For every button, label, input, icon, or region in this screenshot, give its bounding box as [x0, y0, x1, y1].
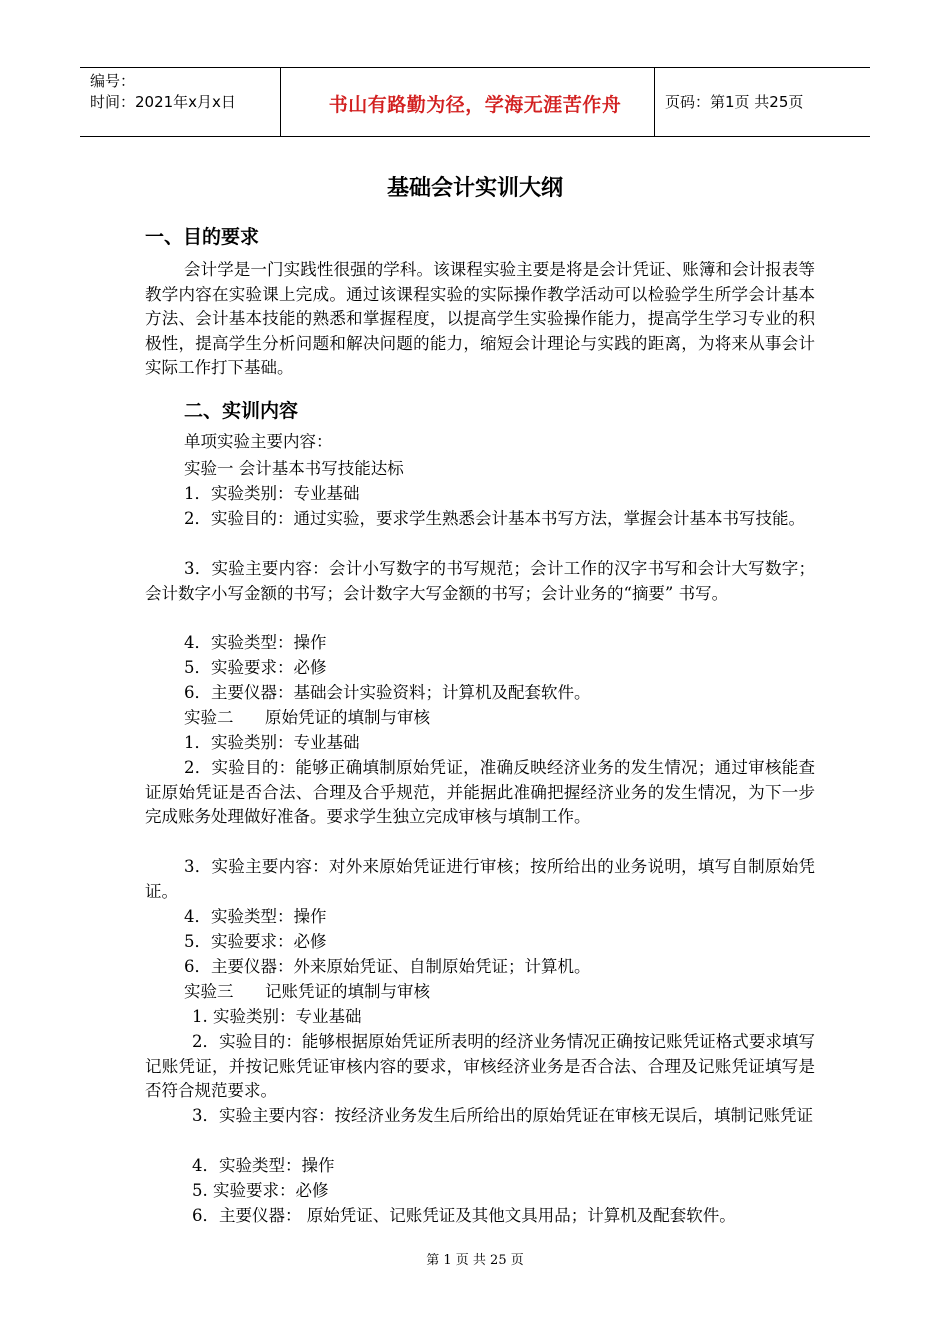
exp2-item4: 4．实验类型：操作 [184, 907, 327, 926]
exp2-item3: 3．实验主要内容：对外来原始凭证进行审核；按所给出的业务说明，填写自制原始凭证。 [145, 857, 815, 901]
section-heading-goals: 一、目的要求 [145, 226, 260, 248]
exp1-item3: 3．实验主要内容：会计小写数字的书写规范；会计工作的汉字书写和会计大写数字；会计数字小写金额的书写；会计数字大写金额的书写；会计业务的“摘要” 书写。 [145, 559, 815, 603]
exp2-item5: 5．实验要求：必修 [184, 932, 327, 951]
date-label: 时间：2021年x月x日 [90, 93, 236, 111]
exp3-item4: 4．实验类型：操作 [192, 1156, 335, 1175]
exp3-title: 实验三 记账凭证的填制与审核 [184, 982, 430, 1001]
exp1-item1: 1．实验类别：专业基础 [184, 484, 360, 503]
exp3-item1: 1. 实验类别：专业基础 [192, 1007, 362, 1026]
page-footer: 第 1 页 共 25 页 [426, 1253, 524, 1268]
exp1-item6: 6．主要仪器：基础会计实验资料；计算机及配套软件。 [184, 683, 591, 702]
header-motto: 书山有路勤为径，学海无涯苦作舟 [328, 94, 622, 116]
exp3-item5: 5. 实验要求：必修 [192, 1181, 329, 1200]
header-divider [280, 68, 281, 136]
intro-line: 单项实验主要内容： [184, 432, 333, 451]
header-meta [90, 71, 236, 113]
document-title: 基础会计实训大纲 [386, 176, 563, 201]
exp1-item4: 4．实验类型：操作 [184, 633, 327, 652]
exp2-item2: 2．实验目的：能够正确填制原始凭证，准确反映经济业务的发生情况；通过审核能查证原始凭证是否合法、合理及合乎规范，并能据此准确把握经济业务的发生情况，为下一步完成账务处理做好准备。要求学生独立完成审核与填制工作。 [145, 758, 815, 827]
number-label: 编号： [90, 72, 136, 90]
exp2-title: 实验二 原始凭证的填制与审核 [184, 708, 430, 727]
exp1-item5: 5．实验要求：必修 [184, 658, 327, 677]
document-header [80, 67, 870, 137]
exp2-item1: 1．实验类别：专业基础 [184, 733, 360, 752]
exp2-item6: 6．主要仪器：外来原始凭证、自制原始凭证；计算机。 [184, 957, 591, 976]
header-divider [654, 68, 655, 136]
section-goals-body: 会计学是一门实践性很强的学科。该课程实验主要是将是会计凭证、账簿和会计报表等教学内容在实验课上完成。通过该课程实验的实际操作教学活动可以检验学生所学会计基本方法、会计基本技能的熟悉和掌握程度，以提高学生实验操作能力，提高学生学习专业的积极性，提高学生分析问题和解决问题的能力，缩短会计理论与实践的距离，为将来从事会计实际工作打下基础。 [145, 260, 815, 378]
exp1-title: 实验一 会计基本书写技能达标 [184, 459, 404, 478]
exp3-item2: 2．实验目的：能够根据原始凭证所表明的经济业务情况正确按记账凭证格式要求填写记账凭证，并按记账凭证审核内容的要求，审核经济业务是否合法、合理及记账凭证填写是否符合规范要求。 [145, 1032, 815, 1101]
exp3-item6: 6．主要仪器： 原始凭证、记账凭证及其他文具用品；计算机及配套软件。 [192, 1206, 736, 1225]
section-heading-content: 二、实训内容 [184, 400, 299, 422]
header-page-info: 页码：第1页 共25页 [665, 93, 804, 111]
exp3-item3: 3．实验主要内容：按经济业务发生后所给出的原始凭证在审核无误后，填制记账凭证 [192, 1106, 813, 1125]
exp1-item2: 2．实验目的：通过实验，要求学生熟悉会计基本书写方法，掌握会计基本书写技能。 [184, 509, 805, 528]
